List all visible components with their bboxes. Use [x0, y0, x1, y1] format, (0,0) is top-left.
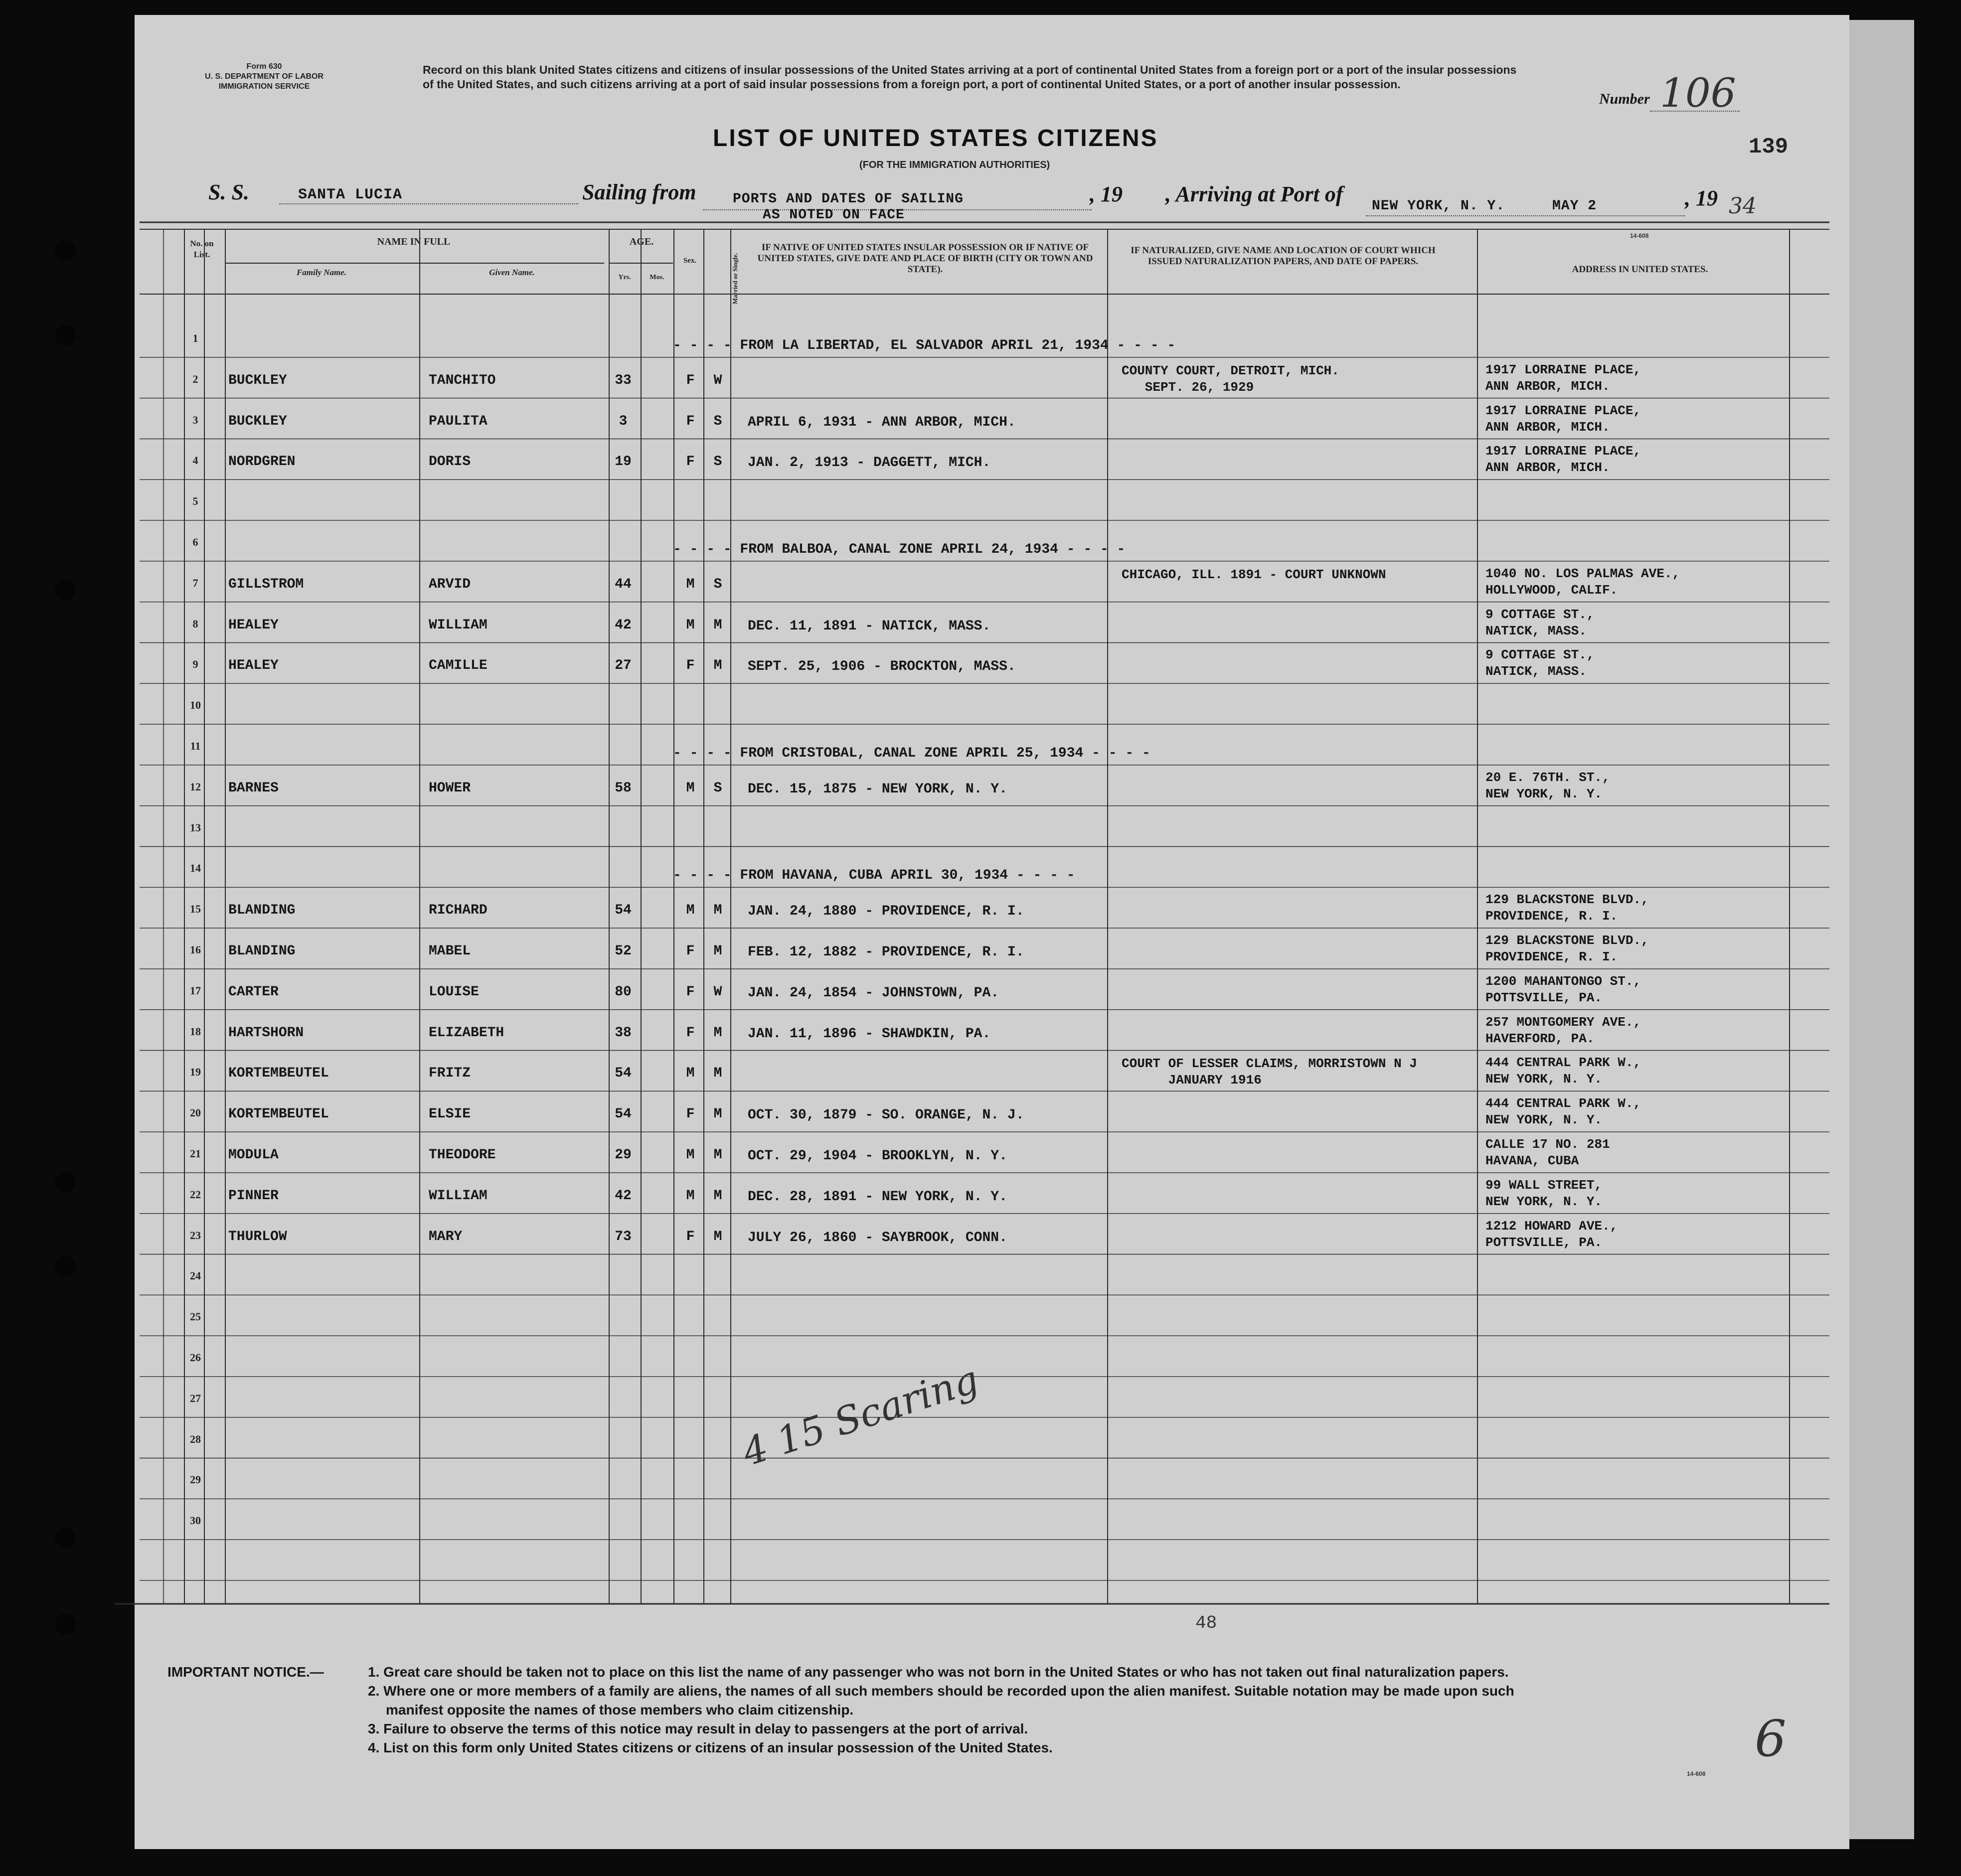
row-number: 26: [190, 1351, 201, 1364]
arriving-date: MAY 2: [1552, 198, 1597, 214]
notice-item: manifest opposite the names of those members who claim citizenship.: [386, 1702, 854, 1718]
notice-heading: IMPORTANT NOTICE.—: [167, 1664, 324, 1680]
col-header-name-in-full: NAME IN FULL: [377, 236, 451, 247]
given-name: ELSIE: [429, 1106, 471, 1122]
naturalization-court: COUNTY COURT, DETROIT, MICH. SEPT. 26, 1929: [1122, 363, 1339, 395]
ship-name: SANTA LUCIA: [298, 186, 403, 203]
age-years: 54: [615, 1106, 632, 1122]
age-years: 44: [615, 576, 632, 592]
form-code-bottom: 14-608: [1687, 1770, 1706, 1777]
sailing-port-line: - - - - FROM HAVANA, CUBA APRIL 30, 1934 - - - -: [673, 868, 1075, 884]
age-years: 80: [615, 984, 632, 1000]
sailing-port-line: - - - - FROM LA LIBERTAD, EL SALVADOR APRIL 21, 1934 - - - -: [673, 338, 1176, 353]
col-header-naturalized: IF NATURALIZED, GIVE NAME AND LOCATION OF COURT WHICH ISSUED NATURALIZATION PAPERS, AND DATE OF PAPERS.: [1131, 245, 1436, 267]
birth-date-place: JAN. 24, 1854 - JOHNSTOWN, PA.: [748, 985, 999, 1001]
binder-hole: [55, 1614, 76, 1635]
birth-date-place: FEB. 12, 1882 - PROVIDENCE, R. I.: [748, 944, 1024, 960]
notice-item: 1. Great care should be taken not to place on this list the name of any passenger who was not born in the United States or who has not taken out final naturalization papers.: [368, 1664, 1509, 1680]
family-name: NORDGREN: [228, 454, 296, 470]
sailing-from-value: PORTS AND DATES OF SAILING: [733, 191, 964, 207]
given-name: WILLIAM: [429, 617, 488, 633]
row-number: 8: [192, 617, 198, 630]
birth-date-place: OCT. 29, 1904 - BROOKLYN, N. Y.: [748, 1148, 1007, 1164]
age-years: 33: [615, 372, 632, 388]
marital-status: W: [713, 984, 722, 1000]
binder-hole: [55, 1527, 76, 1548]
family-name: CARTER: [228, 984, 279, 1000]
sex: F: [686, 372, 695, 388]
birth-date-place: DEC. 28, 1891 - NEW YORK, N. Y.: [748, 1189, 1007, 1205]
row-number: 12: [190, 780, 201, 793]
row-number: 13: [190, 821, 201, 834]
given-name: HOWER: [429, 780, 471, 796]
notice-item: 2. Where one or more members of a family are aliens, the names of all such members should be recorded upon the alien manifest. Suitable notation may be made upon such: [368, 1683, 1514, 1699]
row-number: 23: [190, 1229, 201, 1242]
given-name: PAULITA: [429, 413, 488, 429]
year2-value: 34: [1729, 193, 1757, 219]
birth-date-place: JAN. 24, 1880 - PROVIDENCE, R. I.: [748, 904, 1024, 920]
us-address: 1200 MAHANTONGO ST., POTTSVILLE, PA.: [1485, 973, 1641, 1005]
given-name: RICHARD: [429, 903, 488, 919]
birth-date-place: DEC. 15, 1875 - NEW YORK, N. Y.: [748, 781, 1007, 797]
binder-hole: [55, 580, 76, 601]
birth-date-place: JAN. 2, 1913 - DAGGETT, MICH.: [748, 455, 991, 471]
col-header-birth: IF NATIVE OF UNITED STATES INSULAR POSSESSION OR IF NATIVE OF UNITED STATES, GIVE DATE AND PLACE OF BIRTH (CITY OR TOWN AND STATE).: [757, 242, 1093, 275]
col-header-yrs: Yrs.: [618, 274, 631, 281]
us-address: 9 COTTAGE ST., NATICK, MASS.: [1485, 647, 1595, 679]
form-number: Form 630: [246, 62, 282, 71]
row-number: 14: [190, 862, 201, 875]
row-number: 24: [190, 1269, 201, 1282]
marital-status: M: [713, 1229, 722, 1245]
form-info: [174, 62, 354, 92]
binder-hole: [55, 1172, 76, 1193]
col-header-sex: Sex.: [683, 257, 697, 265]
form-code-top: 14-608: [1630, 232, 1649, 239]
ss-label: S. S.: [208, 180, 249, 204]
given-name: TANCHITO: [429, 372, 496, 388]
us-address: 1917 LORRAINE PLACE, ANN ARBOR, MICH.: [1485, 403, 1641, 435]
binder-hole: [55, 325, 76, 346]
row-number: 11: [190, 740, 201, 752]
age-years: 42: [615, 1188, 632, 1204]
us-address: 129 BLACKSTONE BLVD., PROVIDENCE, R. I.: [1485, 892, 1649, 924]
col-header-given: Given Name.: [489, 268, 535, 277]
family-name: BLANDING: [228, 903, 296, 919]
page-mark: 139: [1749, 135, 1789, 159]
handwritten-note: 4 15 Scaring: [737, 1357, 984, 1475]
given-name: DORIS: [429, 454, 471, 470]
birth-date-place: SEPT. 25, 1906 - BROCKTON, MASS.: [748, 659, 1016, 675]
birth-date-place: JULY 26, 1860 - SAYBROOK, CONN.: [748, 1230, 1007, 1246]
instructions-text: Record on this blank United States citizens and citizens of insular possessions of the United States arriving at a port of continental United States from a foreign port or a port of the insular possessions of the United States, and such citizens arriving at a port of said insular possessions from a foreign port, a port of continental United States, or a port of another insular possession.: [423, 63, 1517, 91]
sailing-from-label: Sailing from: [582, 180, 696, 204]
marital-status: S: [713, 413, 722, 429]
notice-item: 3. Failure to observe the terms of this notice may result in delay to passengers at the port of arrival.: [368, 1721, 1028, 1736]
sex: F: [686, 1025, 695, 1041]
sex: M: [686, 1066, 695, 1082]
marital-status: M: [713, 1025, 722, 1041]
marital-status: S: [713, 454, 722, 470]
row-number: 25: [190, 1310, 201, 1323]
sailing-note: AS NOTED ON FACE: [763, 207, 905, 223]
service-name: IMMIGRATION SERVICE: [218, 82, 310, 91]
row-number: 5: [192, 495, 198, 508]
naturalization-court: CHICAGO, ILL. 1891 - COURT UNKNOWN: [1122, 567, 1386, 582]
row-number: 21: [190, 1147, 201, 1160]
row-number: 17: [190, 984, 201, 997]
age-years: 29: [615, 1147, 632, 1163]
us-address: 1212 HOWARD AVE., POTTSVILLE, PA.: [1485, 1218, 1618, 1250]
family-name: THURLOW: [228, 1229, 287, 1245]
sex: F: [686, 454, 695, 470]
given-name: ARVID: [429, 576, 471, 592]
family-name: BUCKLEY: [228, 413, 287, 429]
row-number: 18: [190, 1025, 201, 1038]
marital-status: M: [713, 658, 722, 674]
marital-status: M: [713, 943, 722, 959]
year2-label: , 19: [1685, 186, 1718, 210]
number-label: Number: [1599, 91, 1650, 107]
age-years: 52: [615, 943, 632, 959]
marital-status: W: [713, 372, 722, 388]
sex: F: [686, 658, 695, 674]
row-number: 30: [190, 1514, 201, 1527]
us-address: 20 E. 76TH. ST., NEW YORK, N. Y.: [1485, 770, 1610, 801]
us-address: 1917 LORRAINE PLACE, ANN ARBOR, MICH.: [1485, 362, 1641, 394]
notice-items: [368, 1663, 1774, 1757]
family-name: BARNES: [228, 780, 279, 796]
sex: M: [686, 780, 695, 796]
marital-status: M: [713, 617, 722, 633]
row-number: 7: [192, 576, 198, 589]
ship-underline: [279, 203, 578, 204]
department-name: U. S. DEPARTMENT OF LABOR: [205, 72, 324, 81]
row-number: 10: [190, 699, 201, 712]
given-name: MABEL: [429, 943, 471, 959]
us-address: 1917 LORRAINE PLACE, ANN ARBOR, MICH.: [1485, 444, 1641, 475]
age-years: 54: [615, 903, 632, 919]
given-name: FRITZ: [429, 1066, 471, 1082]
binder-hole: [55, 1256, 76, 1277]
family-name: KORTEMBEUTEL: [228, 1066, 329, 1082]
list-subtitle: (FOR THE IMMIGRATION AUTHORITIES): [859, 159, 1050, 170]
family-name: PINNER: [228, 1188, 279, 1204]
col-header-age: AGE.: [629, 236, 654, 247]
binder-hole: [55, 240, 76, 261]
birth-date-place: OCT. 30, 1879 - SO. ORANGE, N. J.: [748, 1107, 1024, 1123]
sex: F: [686, 1106, 695, 1122]
family-name: KORTEMBEUTEL: [228, 1106, 329, 1122]
paper-edge-strip: [1844, 20, 1914, 1839]
family-name: HEALEY: [228, 617, 279, 633]
family-name: HEALEY: [228, 658, 279, 674]
sex: M: [686, 617, 695, 633]
sex: M: [686, 576, 695, 592]
given-name: MARY: [429, 1229, 463, 1245]
family-name: MODULA: [228, 1147, 279, 1163]
family-name: GILLSTROM: [228, 576, 304, 592]
row-number: 27: [190, 1392, 201, 1405]
sex: F: [686, 413, 695, 429]
row-number: 1: [192, 332, 198, 344]
row-number: 20: [190, 1106, 201, 1119]
sex: F: [686, 943, 695, 959]
col-header-married: Married or Single.: [731, 253, 739, 305]
row-number: 19: [190, 1066, 201, 1079]
given-name: THEODORE: [429, 1147, 496, 1163]
marital-status: M: [713, 1066, 722, 1082]
list-title: LIST OF UNITED STATES CITIZENS: [713, 125, 1158, 152]
col-header-no: No. on List.: [190, 239, 214, 259]
row-number: 22: [190, 1188, 201, 1201]
birth-date-place: APRIL 6, 1931 - ANN ARBOR, MICH.: [748, 414, 1016, 430]
us-address: 257 MONTGOMERY AVE., HAVERFORD, PA.: [1485, 1014, 1641, 1046]
corner-mark: 6: [1755, 1710, 1787, 1768]
arriving-label: , Arriving at Port of: [1165, 182, 1343, 206]
us-address: 444 CENTRAL PARK W., NEW YORK, N. Y.: [1485, 1096, 1641, 1128]
family-name: BUCKLEY: [228, 372, 287, 388]
age-years: 73: [615, 1229, 632, 1245]
row-number: 28: [190, 1432, 201, 1445]
row-number: 6: [192, 536, 198, 548]
sex: M: [686, 1147, 695, 1163]
row-number: 15: [190, 903, 201, 916]
sex: F: [686, 984, 695, 1000]
marital-status: S: [713, 576, 722, 592]
age-years: 19: [615, 454, 632, 470]
given-name: CAMILLE: [429, 658, 488, 674]
number-value: 106: [1660, 70, 1736, 116]
family-name: HARTSHORN: [228, 1025, 304, 1041]
year1-label: , 19: [1090, 182, 1123, 206]
us-address: 1040 NO. LOS PALMAS AVE., HOLLYWOOD, CALIF.: [1485, 566, 1680, 598]
sex: F: [686, 1229, 695, 1245]
sailing-port-line: - - - - FROM BALBOA, CANAL ZONE APRIL 24, 1934 - - - -: [673, 542, 1126, 557]
marital-status: M: [713, 1188, 722, 1204]
family-name: BLANDING: [228, 943, 296, 959]
row-number: 2: [192, 372, 198, 385]
notice-item: 4. List on this form only United States citizens or citizens of an insular possession of the United States.: [368, 1740, 1053, 1755]
row-number: 4: [192, 454, 198, 467]
row-number: 16: [190, 943, 201, 956]
given-name: ELIZABETH: [429, 1025, 504, 1041]
row-number: 9: [192, 658, 198, 671]
age-years: 42: [615, 617, 632, 633]
row-number: 3: [192, 413, 198, 426]
given-name: WILLIAM: [429, 1188, 488, 1204]
age-years: 3: [619, 413, 628, 429]
marital-status: M: [713, 903, 722, 919]
us-address: 99 WALL STREET, NEW YORK, N. Y.: [1485, 1177, 1603, 1209]
us-address: CALLE 17 NO. 281 HAVANA, CUBA: [1485, 1137, 1610, 1168]
given-name: LOUISE: [429, 984, 479, 1000]
age-years: 38: [615, 1025, 632, 1041]
age-years: 54: [615, 1066, 632, 1082]
arriving-port: NEW YORK, N. Y.: [1372, 198, 1505, 214]
number-underline: [1650, 111, 1740, 112]
sailing-port-line: - - - - FROM CRISTOBAL, CANAL ZONE APRIL 25, 1934 - - - -: [673, 746, 1150, 761]
us-address: 444 CENTRAL PARK W., NEW YORK, N. Y.: [1485, 1055, 1641, 1087]
naturalization-court: COURT OF LESSER CLAIMS, MORRISTOWN N J JANUARY 1916: [1122, 1056, 1417, 1088]
col-header-address: ADDRESS IN UNITED STATES.: [1572, 264, 1708, 275]
age-years: 27: [615, 658, 632, 674]
us-address: 129 BLACKSTONE BLVD., PROVIDENCE, R. I.: [1485, 933, 1649, 964]
col-header-family: Family Name.: [296, 268, 347, 277]
marital-status: S: [713, 780, 722, 796]
marital-status: M: [713, 1106, 722, 1122]
manifest-sheet: [135, 15, 1849, 1849]
age-years: 58: [615, 780, 632, 796]
col-header-mos: Mos.: [650, 274, 664, 281]
arrival-underline: [1366, 215, 1685, 216]
sex: M: [686, 1188, 695, 1204]
sex: M: [686, 903, 695, 919]
us-address: 9 COTTAGE ST., NATICK, MASS.: [1485, 607, 1595, 638]
row-number: 29: [190, 1473, 201, 1486]
stamp-number: 48: [1195, 1613, 1217, 1633]
marital-status: M: [713, 1147, 722, 1163]
birth-date-place: JAN. 11, 1896 - SHAWDKIN, PA.: [748, 1026, 991, 1042]
birth-date-place: DEC. 11, 1891 - NATICK, MASS.: [748, 618, 991, 634]
